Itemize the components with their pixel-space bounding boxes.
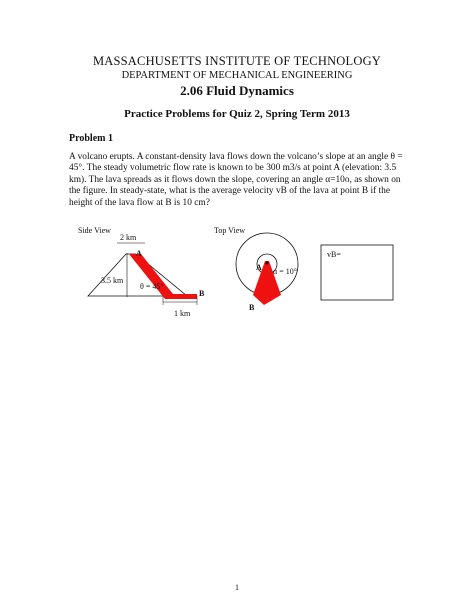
answer-box-label: vB= [327, 250, 341, 259]
institution-name: MASSACHUSETTS INSTITUTE OF TECHNOLOGY [92, 54, 382, 68]
side-point-a: A [136, 249, 142, 258]
top-view-diagram [214, 226, 298, 312]
department-name: DEPARTMENT OF MECHANICAL ENGINEERING [121, 70, 353, 81]
side-view-label: Side View [78, 226, 111, 235]
top-point-a: A [256, 263, 262, 272]
top-angle-label: α = 10° [273, 267, 297, 276]
problem-statement: A volcano erupts. A constant-density lava flows down the volcano’s slope at an angle θ = 45°. The steady volumetric flow rate is known to be 300 m3/s at point A (elevation: 3.5 km). The lava spreads as it flows down the slope, covering an angle α=10o, as shown on the figure. In steady-state, what is the average velocity vB of the lava at point B if the height of the lava flow at B is 10 cm? [69, 152, 403, 208]
problem-title: Problem 1 [69, 133, 113, 144]
top-point-b: B [249, 303, 255, 312]
side-angle-label: θ = 45° [140, 282, 164, 291]
side-point-b: B [199, 289, 205, 298]
answer-box [321, 245, 393, 300]
point-a-marker [266, 262, 269, 265]
volcano-figure [0, 215, 474, 325]
height-label: 3.5 km [101, 276, 124, 285]
side-view-diagram [78, 226, 205, 318]
top-view-label: Top View [214, 226, 246, 235]
document-subtitle: Practice Problems for Quiz 2, Spring Term 2013 [124, 108, 350, 120]
top-width-label: 2 km [120, 233, 137, 242]
course-title: 2.06 Fluid Dynamics [180, 83, 294, 98]
base-label: 1 km [174, 309, 191, 318]
page-number: 1 [235, 583, 239, 592]
